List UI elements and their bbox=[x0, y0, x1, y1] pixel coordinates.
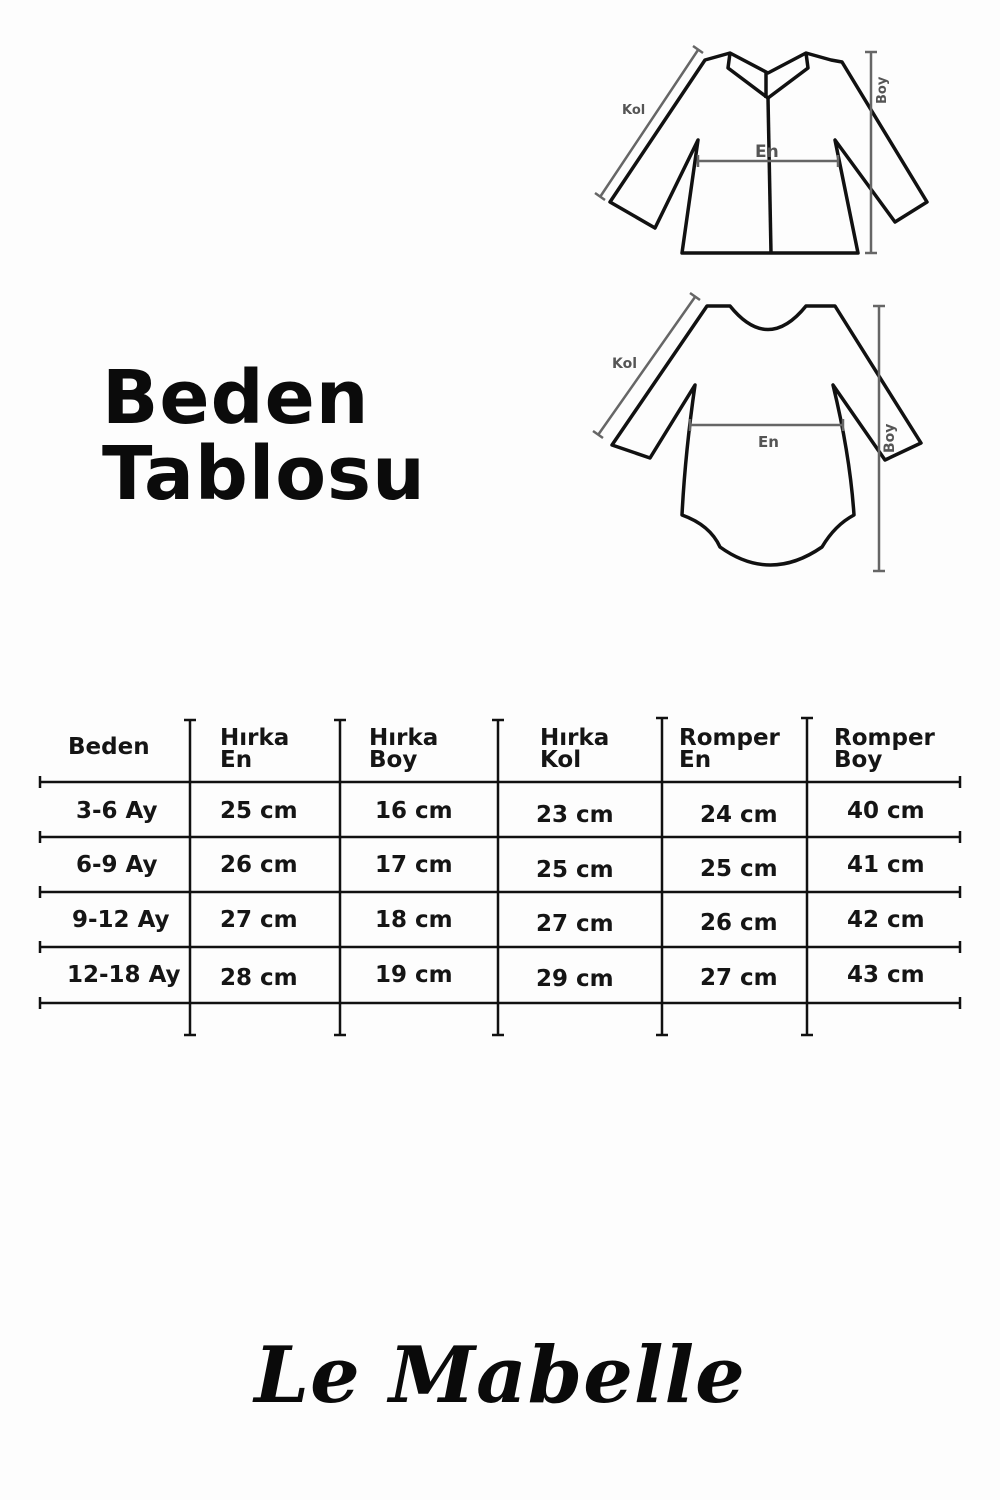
header-size-line1: Beden bbox=[68, 734, 150, 760]
header-line2: Boy bbox=[834, 747, 883, 773]
header-line1: Hırka bbox=[540, 725, 610, 751]
size-table bbox=[0, 700, 1000, 1060]
header-line1: Romper bbox=[679, 725, 780, 751]
brand-logo: Le Mabelle bbox=[254, 1330, 746, 1421]
cardigan-sleeve-label: Kol bbox=[622, 103, 646, 118]
header-line1: Hırka bbox=[220, 725, 290, 751]
header-line2: En bbox=[220, 747, 253, 773]
header-cardigan-width bbox=[220, 727, 289, 771]
cell-cardigan-width: 28 cm bbox=[220, 965, 298, 991]
cell-size: 9-12 Ay bbox=[72, 907, 170, 933]
header-line2: Boy bbox=[369, 747, 418, 773]
cell-size: 6-9 Ay bbox=[76, 852, 158, 878]
cell-size: 12-18 Ay bbox=[67, 962, 181, 988]
cardigan-length-label: Boy bbox=[875, 76, 890, 104]
cell-cardigan-length: 18 cm bbox=[375, 907, 453, 933]
header-size bbox=[68, 736, 150, 758]
cell-cardigan-width: 27 cm bbox=[220, 907, 298, 933]
page-title bbox=[102, 355, 426, 517]
page-title-line-2: Tablosu bbox=[102, 431, 426, 517]
cell-romper-length: 43 cm bbox=[847, 962, 925, 988]
cell-cardigan-sleeve: 29 cm bbox=[536, 966, 614, 992]
header-romper-width bbox=[679, 727, 780, 771]
romper-diagram bbox=[580, 285, 940, 585]
cell-cardigan-sleeve: 23 cm bbox=[536, 802, 614, 828]
page-title-line-1: Beden bbox=[102, 355, 370, 441]
cell-cardigan-length: 17 cm bbox=[375, 852, 453, 878]
cell-romper-width: 27 cm bbox=[700, 965, 778, 991]
cell-romper-width: 24 cm bbox=[700, 802, 778, 828]
header-cardigan-length bbox=[369, 727, 438, 771]
romper-length-label: Boy bbox=[882, 423, 898, 453]
cell-romper-width: 26 cm bbox=[700, 910, 778, 936]
cell-cardigan-width: 25 cm bbox=[220, 798, 298, 824]
cell-romper-length: 41 cm bbox=[847, 852, 925, 878]
header-romper-length bbox=[834, 727, 935, 771]
cell-cardigan-sleeve: 27 cm bbox=[536, 911, 614, 937]
cardigan-width-label: En bbox=[755, 142, 779, 162]
cell-romper-width: 25 cm bbox=[700, 856, 778, 882]
header-cardigan-sleeve bbox=[540, 727, 609, 771]
romper-sleeve-label: Kol bbox=[612, 356, 638, 372]
cell-size: 3-6 Ay bbox=[76, 798, 158, 824]
cell-cardigan-length: 16 cm bbox=[375, 798, 453, 824]
cell-romper-length: 40 cm bbox=[847, 798, 925, 824]
header-line2: Kol bbox=[540, 747, 582, 773]
header-line1: Romper bbox=[834, 725, 935, 751]
cell-cardigan-width: 26 cm bbox=[220, 852, 298, 878]
cardigan-diagram bbox=[580, 40, 940, 270]
romper-width-label: En bbox=[758, 433, 779, 451]
cell-cardigan-sleeve: 25 cm bbox=[536, 857, 614, 883]
header-line2: En bbox=[679, 747, 712, 773]
cell-cardigan-length: 19 cm bbox=[375, 962, 453, 988]
cell-romper-length: 42 cm bbox=[847, 907, 925, 933]
header-line1: Hırka bbox=[369, 725, 439, 751]
